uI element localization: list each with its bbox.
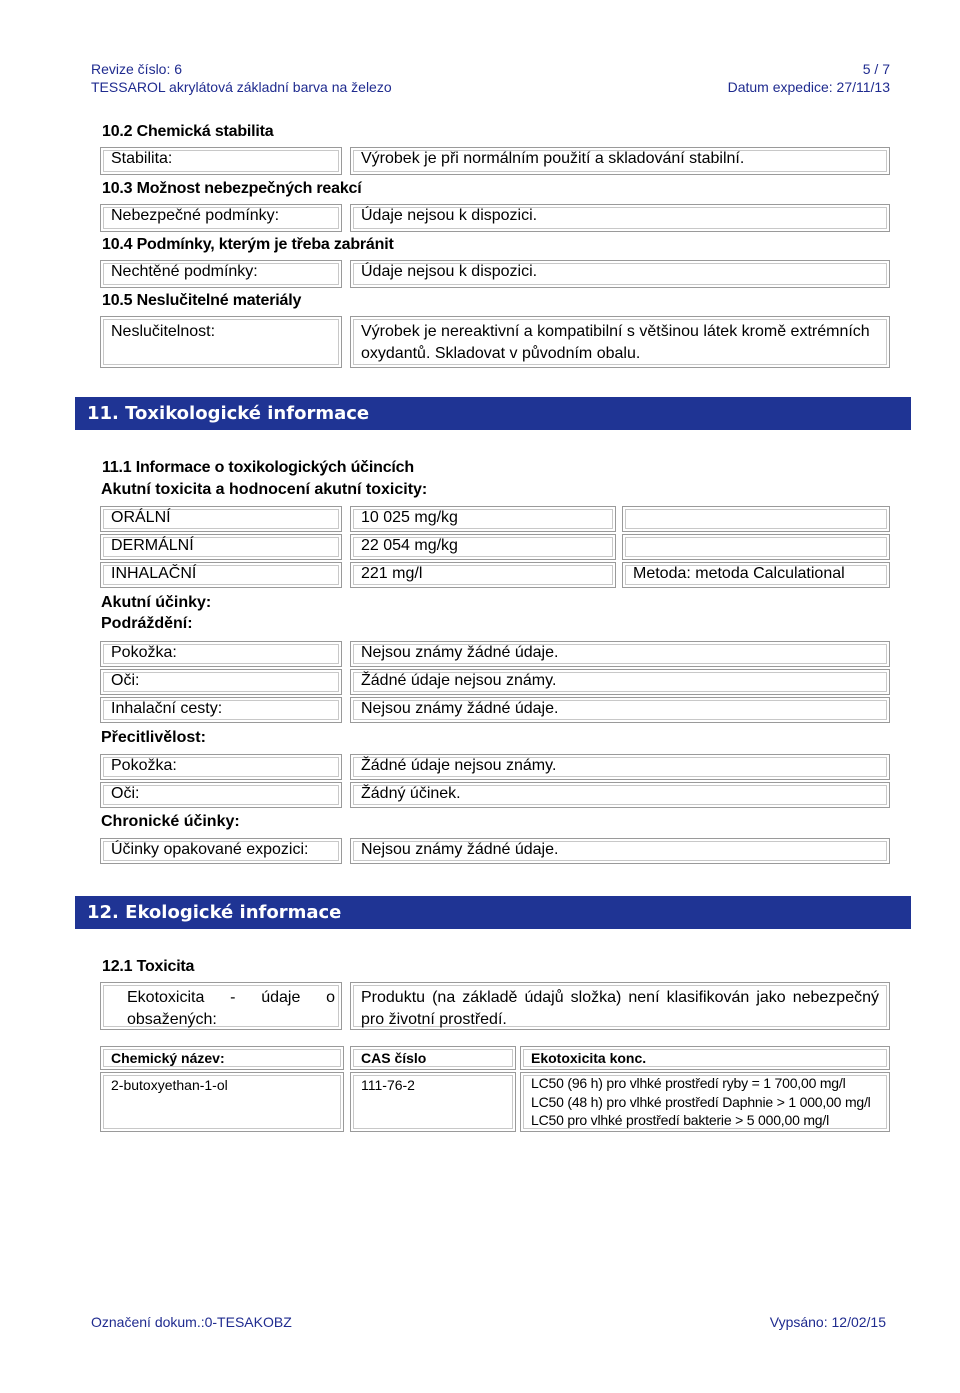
undesired-conditions-value: Údaje nejsou k dispozici.: [350, 260, 890, 288]
sensitization-eyes-label: Oči:: [100, 782, 342, 808]
section-11-header: 11. Toxikologické informace: [75, 397, 911, 430]
table-header-cas: CAS číslo: [350, 1046, 516, 1070]
document-id: Označení dokum.:0-TESAKOBZ: [91, 1314, 292, 1330]
tox-method-oral: [622, 506, 890, 532]
table-cell-cas: 111-76-2: [350, 1072, 516, 1132]
hazard-conditions-label: Nebezpečné podmínky:: [100, 204, 342, 232]
chronic-effects-heading: Chronické účinky:: [101, 813, 240, 830]
sensitization-heading: Přecitlivělost:: [101, 729, 206, 746]
table-cell-name: 2-butoxyethan-1-ol: [100, 1072, 344, 1132]
repeated-exposure-label: Účinky opakované expozici:: [100, 838, 342, 864]
stability-value: Výrobek je při normálním použití a skladování stabilní.: [350, 147, 890, 175]
issue-date: Datum expedice: 27/11/13: [727, 79, 890, 95]
ecotoxicity-label: Ekotoxicita - údaje o obsažených:: [100, 982, 342, 1030]
undesired-conditions-label: Nechtěné podmínky:: [100, 260, 342, 288]
irritation-skin-label: Pokožka:: [100, 641, 342, 667]
written-date: Vypsáno: 12/02/15: [769, 1314, 886, 1330]
irritation-skin-value: Nejsou známy žádné údaje.: [350, 641, 890, 667]
tox-value-dermal: 22 054 mg/kg: [350, 534, 616, 560]
conc-line-bacteria: LC50 pro vlhké prostředí bakterie > 5 000,00 mg/l: [531, 1112, 829, 1128]
tox-route-inhalation: INHALAČNÍ: [100, 562, 342, 588]
product-name: TESSAROL akrylátová základní barva na železo: [91, 79, 392, 95]
conc-line-fish: LC50 (96 h) pro vlhké prostředí ryby = 1 700,00 mg/l: [531, 1075, 846, 1091]
irritation-eyes-value: Žádné údaje nejsou známy.: [350, 669, 890, 695]
tox-route-dermal: DERMÁLNÍ: [100, 534, 342, 560]
irritation-inhalation-label: Inhalační cesty:: [100, 697, 342, 723]
subheading-10-2: 10.2 Chemická stabilita: [102, 123, 274, 140]
acute-toxicity-heading: Akutní toxicita a hodnocení akutní toxicity:: [101, 481, 428, 498]
tox-value-oral: 10 025 mg/kg: [350, 506, 616, 532]
table-cell-conc: [520, 1072, 890, 1132]
irritation-heading: Podráždění:: [101, 615, 193, 632]
conc-line-daphnia: LC50 (48 h) pro vlhké prostředí Daphnie > 1 000,00 mg/l: [531, 1093, 871, 1110]
tox-value-inhalation: 221 mg/l: [350, 562, 616, 588]
hazard-conditions-value: Údaje nejsou k dispozici.: [350, 204, 890, 232]
incompatibility-value: Výrobek je nereaktivní a kompatibilní s většinou látek kromě extrémních oxydantů. Skladovat v původním obalu.: [350, 316, 890, 368]
subheading-10-3: 10.3 Možnost nebezpečných reakcí: [102, 180, 362, 197]
section-12-header: 12. Ekologické informace: [75, 896, 911, 929]
sensitization-skin-value: Žádné údaje nejsou známy.: [350, 754, 890, 780]
subheading-11-1: 11.1 Informace o toxikologických účincích: [102, 459, 414, 476]
irritation-eyes-label: Oči:: [100, 669, 342, 695]
table-header-chemical-name: Chemický název:: [100, 1046, 344, 1070]
repeated-exposure-value: Nejsou známy žádné údaje.: [350, 838, 890, 864]
tox-method-inhalation: Metoda: metoda Calculational: [622, 562, 890, 588]
stability-label: Stabilita:: [100, 147, 342, 175]
sensitization-eyes-value: Žádný účinek.: [350, 782, 890, 808]
tox-method-dermal: [622, 534, 890, 560]
page-number: 5 / 7: [862, 61, 890, 77]
table-header-ecotox-conc: Ekotoxicita konc.: [520, 1046, 890, 1070]
acute-effects-heading: Akutní účinky:: [101, 594, 212, 611]
ecotoxicity-value: Produktu (na základě údajů složka) není klasifikován jako nebezpečný pro životní prostředí.: [350, 982, 890, 1030]
subheading-10-4: 10.4 Podmínky, kterým je třeba zabránit: [102, 236, 394, 253]
subheading-10-5: 10.5 Neslučitelné materiály: [102, 292, 302, 309]
incompatibility-label: Neslučitelnost:: [100, 316, 342, 368]
subheading-12-1: 12.1 Toxicita: [102, 958, 195, 975]
revision-number: Revize číslo: 6: [91, 61, 183, 77]
irritation-inhalation-value: Nejsou známy žádné údaje.: [350, 697, 890, 723]
sensitization-skin-label: Pokožka:: [100, 754, 342, 780]
tox-route-oral: ORÁLNÍ: [100, 506, 342, 532]
